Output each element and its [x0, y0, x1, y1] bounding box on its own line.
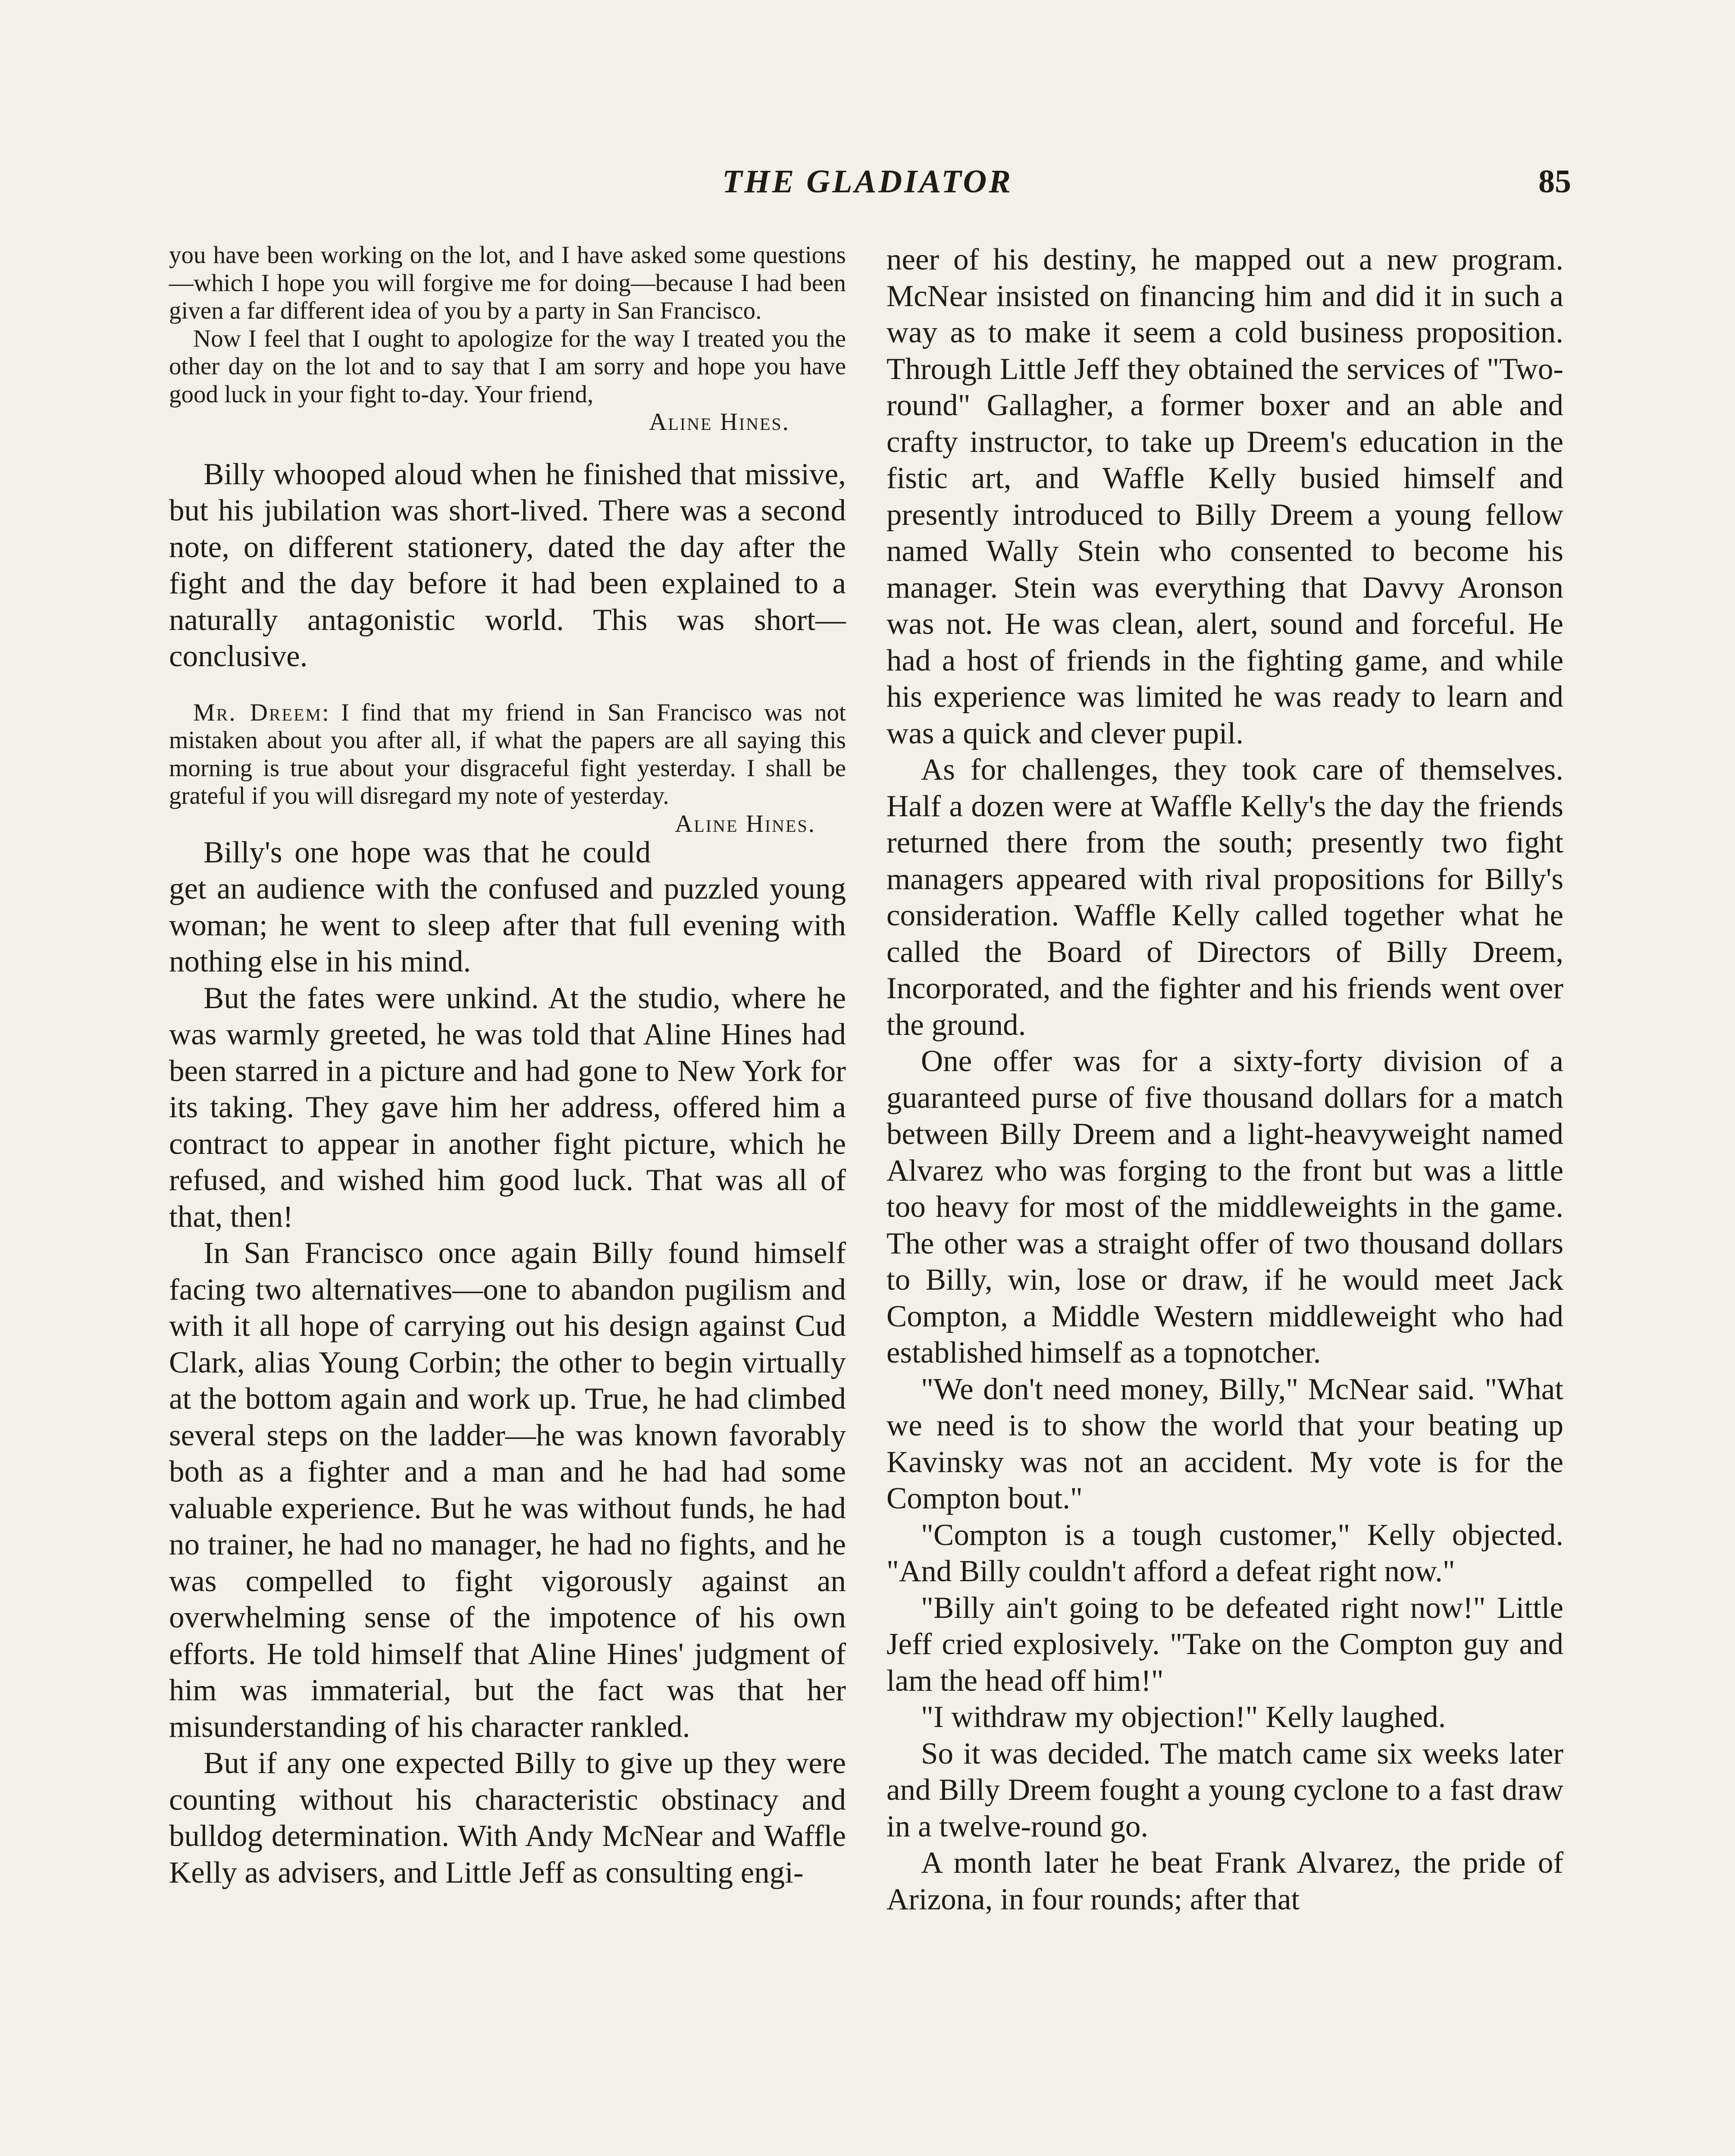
body-paragraph: In San Francisco once again Billy found himself facing two alternatives—one to abandon pugilism and with it all hope of carrying out his design against Cud Clark, alias Young Corbin; the other to begin virtually at the bottom again and work up. True, he had climbed several steps on the ladder—he was known favorably both as a fighter and a man and he had had some valuable experience. But he was without funds, he had no trainer, he had no manager, he had no fights, and he was compelled to fight vigorously against an overwhelming sense of the impotence of his own efforts. He told himself that Aline Hines' judgment of him was immaterial, but the fact was that her misunderstanding of his character rankled. — [169, 1236, 846, 1744]
page-header — [0, 163, 1735, 215]
body-paragraph: Billy's one hope was that he could get an audience with the confused and puzzled young woman; he went to sleep after that full evening with nothing else in his mind. — [169, 835, 846, 978]
letter-2-salutation: Mr. Dreem — [193, 699, 322, 726]
body-paragraph: But the fates were unkind. At the studio, where he was warmly greeted, he was told that Aline Hines had been starred in a picture and had gone to New York for its taking. They gave him her address, offered him a contract to appear in another fight picture, which he refused, and wished him good luck. That was all of that, then! — [169, 981, 846, 1234]
letter-2 — [169, 699, 846, 837]
letter-1-paragraph: Now I feel that I ought to apologize for the way I treated you the other day on the lot and to say that I am sorry and hope you have good luck in your fight to-day. Your friend, — [169, 325, 846, 408]
running-title: THE GLADIATOR — [722, 163, 1013, 200]
right-column — [886, 241, 1563, 2156]
body-paragraph: "Compton is a tough customer," Kelly objected. "And Billy couldn't afford a defeat right now." — [886, 1518, 1563, 1588]
letter-1-signature: Aline Hines. — [649, 408, 790, 436]
body-paragraph: "We don't need money, Billy," McNear said. "What we need is to show the world that your beating up Kavinsky was not an accident. My vote is for the Compton bout." — [886, 1372, 1563, 1515]
body-paragraph: Billy whooped aloud when he finished that missive, but his jubilation was short-lived. There was a second note, on different stationery, dated the day after the fight and the day before it had been explained to a naturally antagonistic world. This was short—conclusive. — [169, 457, 846, 673]
body-paragraph: neer of his destiny, he mapped out a new program. McNear insisted on financing him and did it in such a way as to make it seem a cold business proposition. Through Little Jeff they obtained the services of "Two-round" Gallagher, a former boxer and an able and crafty instructor, to take up Dreem's education in the fistic art, and Waffle Kelly busied himself and presently introduced to Billy Dreem a young fellow named Wally Stein who consented to become his manager. Stein was everything that Davvy Aronson was not. He was clean, alert, sound and forceful. He had a host of friends in the fighting game, and while his experience was limited he was ready to learn and was a quick and clever pupil. — [886, 243, 1563, 750]
body-paragraph: A month later he beat Frank Alvarez, the pride of Arizona, in four rounds; after that — [886, 1846, 1563, 1916]
letter-2-body — [169, 699, 846, 837]
letter-2-signature: Aline Hines. — [675, 810, 816, 837]
body-paragraph: As for challenges, they took care of themselves. Half a dozen were at Waffle Kelly's the day the friends returned there from the south; presently two fight managers appeared with rival propositions for Billy's consideration. Waffle Kelly called together what he called the Board of Directors of Billy Dreem, Incorporated, and the fighter and his friends went over the ground. — [886, 753, 1563, 1042]
body-paragraph: One offer was for a sixty-forty division of a guaranteed purse of five thousand dollars for a match between Billy Dreem and a light-heavyweight named Alvarez who was forging to the front but was a little too heavy for most of the middleweights in the game. The other was a straight offer of two thousand dollars to Billy, win, lose or draw, if he would meet Jack Compton, a Middle Western middleweight who had established himself as a topnotcher. — [886, 1044, 1563, 1369]
left-column — [169, 241, 846, 2156]
body-paragraph: But if any one expected Billy to give up they were counting without his characteristic obstinacy and bulldog determination. With Andy McNear and Waffle Kelly as advisers, and Little Jeff as consulting engi- — [169, 1746, 846, 1890]
letter-1-paragraph: you have been working on the lot, and I have asked some questions—which I hope you will forgive me for doing—because I had been given a far different idea of you by a party in San Francisco. — [169, 241, 846, 324]
body-paragraph: "Billy ain't going to be defeated right now!" Little Jeff cried explosively. "Take on the Compton guy and lam the head off him!" — [886, 1591, 1563, 1698]
body-paragraph: So it was decided. The match came six weeks later and Billy Dreem fought a young cyclone to a fast draw in a twelve-round go. — [886, 1736, 1563, 1843]
page-number: 85 — [1538, 163, 1571, 200]
body-paragraph: "I withdraw my objection!" Kelly laughed. — [921, 1700, 1446, 1734]
letter-1 — [169, 241, 846, 436]
letter-2-text: : I find that my friend in San Francisco was not mistaken about you after all, if what the papers are all saying this morning is true about your disgraceful fight yesterday. I shall be grateful if you will disregard my note of yesterday. — [169, 699, 846, 809]
